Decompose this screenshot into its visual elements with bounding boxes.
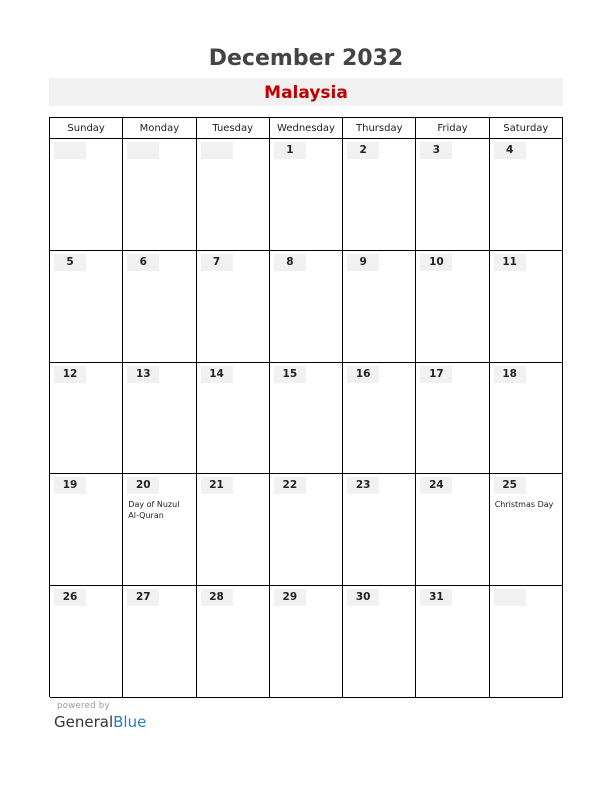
- day-cell[interactable]: [416, 251, 489, 363]
- day-cell[interactable]: [490, 474, 563, 586]
- day-cell[interactable]: [416, 586, 489, 698]
- generalblue-logo[interactable]: [54, 713, 146, 731]
- day-number: 12: [54, 366, 86, 383]
- day-number: 8: [274, 254, 306, 271]
- day-number: 2: [347, 142, 379, 159]
- day-cell[interactable]: [123, 139, 196, 251]
- day-cell[interactable]: [490, 586, 563, 698]
- day-cell[interactable]: [490, 251, 563, 363]
- day-cell[interactable]: [123, 363, 196, 475]
- brand-general: General: [54, 713, 114, 731]
- day-number: 31: [420, 589, 452, 606]
- day-cell[interactable]: [490, 139, 563, 251]
- day-number: 15: [274, 366, 306, 383]
- day-number: 27: [127, 589, 159, 606]
- day-cell[interactable]: [270, 363, 343, 475]
- day-cell[interactable]: [343, 586, 416, 698]
- day-cell[interactable]: [343, 474, 416, 586]
- week-row: [50, 251, 563, 363]
- calendar-grid: [49, 117, 563, 697]
- day-number: 3: [420, 142, 452, 159]
- day-cell[interactable]: [123, 251, 196, 363]
- country-banner: [49, 78, 563, 106]
- day-number: 21: [201, 477, 233, 494]
- day-number: [54, 142, 86, 159]
- day-number: 19: [54, 477, 86, 494]
- day-number: 14: [201, 366, 233, 383]
- day-number: 30: [347, 589, 379, 606]
- week-row: [50, 474, 563, 586]
- day-number: 5: [54, 254, 86, 271]
- day-number: 13: [127, 366, 159, 383]
- day-number: [494, 589, 526, 606]
- weekday-thursday: Thursday: [343, 118, 416, 139]
- day-cell[interactable]: [343, 251, 416, 363]
- day-number: 6: [127, 254, 159, 271]
- week-row: [50, 363, 563, 475]
- weekday-saturday: Saturday: [490, 118, 563, 139]
- day-number: 29: [274, 589, 306, 606]
- weekday-monday: Monday: [123, 118, 196, 139]
- day-cell[interactable]: [270, 474, 343, 586]
- day-cell[interactable]: [416, 139, 489, 251]
- week-row: [50, 139, 563, 251]
- brand-blue: Blue: [113, 713, 147, 731]
- day-cell[interactable]: [270, 139, 343, 251]
- day-cell[interactable]: [343, 363, 416, 475]
- day-cell[interactable]: [416, 474, 489, 586]
- day-number: [127, 142, 159, 159]
- day-number: 11: [494, 254, 526, 271]
- day-number: 24: [420, 477, 452, 494]
- day-cell[interactable]: [343, 139, 416, 251]
- day-number: 7: [201, 254, 233, 271]
- day-cell[interactable]: [197, 139, 270, 251]
- day-cell[interactable]: [197, 586, 270, 698]
- holiday-label: Day of Nuzul Al-Quran: [128, 500, 180, 520]
- day-number: 22: [274, 477, 306, 494]
- weekday-tuesday: Tuesday: [197, 118, 270, 139]
- day-cell[interactable]: [123, 474, 196, 586]
- day-number: 26: [54, 589, 86, 606]
- day-cell[interactable]: [50, 363, 123, 475]
- week-row: [50, 586, 563, 698]
- day-cell[interactable]: [50, 586, 123, 698]
- day-number: 23: [347, 477, 379, 494]
- day-cell[interactable]: [416, 363, 489, 475]
- day-cell[interactable]: [270, 251, 343, 363]
- day-cell[interactable]: [123, 586, 196, 698]
- day-number: 1: [274, 142, 306, 159]
- day-cell[interactable]: [50, 474, 123, 586]
- day-number: 16: [347, 366, 379, 383]
- day-number: 10: [420, 254, 452, 271]
- day-cell[interactable]: [197, 251, 270, 363]
- weekday-wednesday: Wednesday: [270, 118, 343, 139]
- calendar-title: December 2032: [208, 46, 404, 71]
- day-cell[interactable]: [270, 586, 343, 698]
- day-number: 18: [494, 366, 526, 383]
- day-cell[interactable]: [490, 363, 563, 475]
- weekday-header-row: [50, 118, 563, 139]
- day-cell[interactable]: [197, 363, 270, 475]
- day-number: 4: [494, 142, 526, 159]
- day-number: [201, 142, 233, 159]
- day-number: 28: [201, 589, 233, 606]
- day-number: 20: [127, 477, 159, 494]
- holiday-label: Christmas Day: [494, 500, 554, 510]
- day-number: 25: [494, 477, 526, 494]
- day-cell[interactable]: [50, 251, 123, 363]
- day-number: 17: [420, 366, 452, 383]
- powered-by-label: powered by: [57, 701, 110, 711]
- weekday-sunday: Sunday: [50, 118, 123, 139]
- day-cell[interactable]: [50, 139, 123, 251]
- country-name: Malaysia: [264, 83, 348, 103]
- day-number: 9: [347, 254, 379, 271]
- day-cell[interactable]: [197, 474, 270, 586]
- weekday-friday: Friday: [416, 118, 489, 139]
